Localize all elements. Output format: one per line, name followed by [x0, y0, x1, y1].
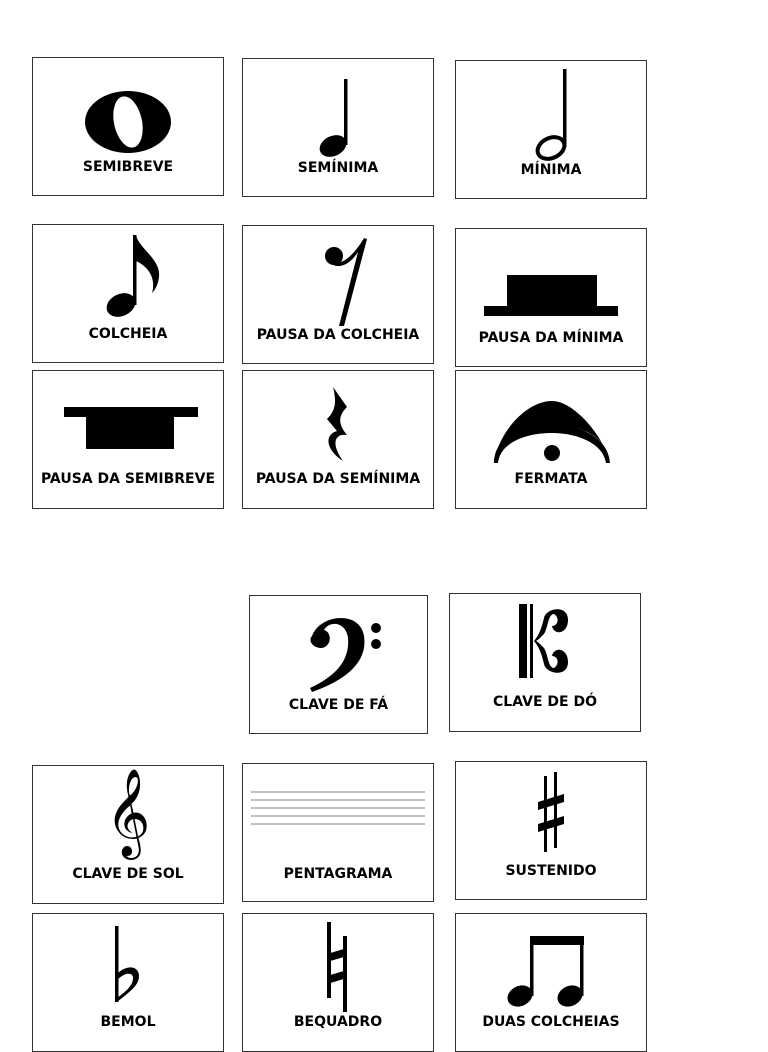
natural-icon [243, 914, 433, 1051]
card-label: PAUSA DA MÍNIMA [478, 330, 624, 346]
beamed-eighth-notes-icon [456, 914, 646, 1051]
card-label: PENTAGRAMA [283, 866, 393, 882]
whole-rest-icon [33, 371, 223, 508]
card-pausa-semibreve [32, 370, 224, 509]
card-clave-do [449, 593, 641, 732]
card-sustenido [455, 761, 647, 900]
card-bemol [32, 913, 224, 1052]
card-clave-sol [32, 765, 224, 904]
card-label: SUSTENIDO [505, 863, 597, 879]
card-label: FERMATA [514, 471, 588, 487]
card-label: COLCHEIA [88, 326, 168, 342]
card-pausa-colcheia [242, 225, 434, 364]
card-bequadro [242, 913, 434, 1052]
card-label: BEMOL [100, 1014, 156, 1030]
card-colcheia [32, 224, 224, 363]
card-label: MÍNIMA [520, 162, 582, 178]
card-minima [455, 60, 647, 199]
card-label: SEMÍNIMA [297, 160, 379, 176]
card-label: DUAS COLCHEIAS [482, 1014, 620, 1030]
card-label: PAUSA DA COLCHEIA [256, 327, 420, 343]
card-pausa-seminima [242, 370, 434, 509]
card-pentagrama [242, 763, 434, 902]
card-label: CLAVE DE DÓ [493, 694, 597, 710]
card-clave-fa [249, 595, 428, 734]
card-label: CLAVE DE FÁ [288, 697, 389, 713]
card-pausa-minima [455, 228, 647, 367]
fermata-icon [456, 371, 646, 508]
card-label: CLAVE DE SOL [72, 866, 184, 882]
card-label: PAUSA DA SEMIBREVE [40, 471, 216, 487]
card-fermata [455, 370, 647, 509]
card-semibreve [32, 57, 224, 196]
card-duas-colcheias [455, 913, 647, 1052]
treble-clef-icon: 𝄞 [105, 767, 151, 856]
quarter-rest-icon [243, 371, 433, 508]
card-label: BEQUADRO [293, 1014, 383, 1030]
alto-clef-icon [450, 594, 640, 731]
card-label: PAUSA DA SEMÍNIMA [255, 471, 421, 487]
card-label: SEMIBREVE [82, 159, 174, 175]
card-seminima [242, 58, 434, 197]
flat-icon [33, 914, 223, 1051]
